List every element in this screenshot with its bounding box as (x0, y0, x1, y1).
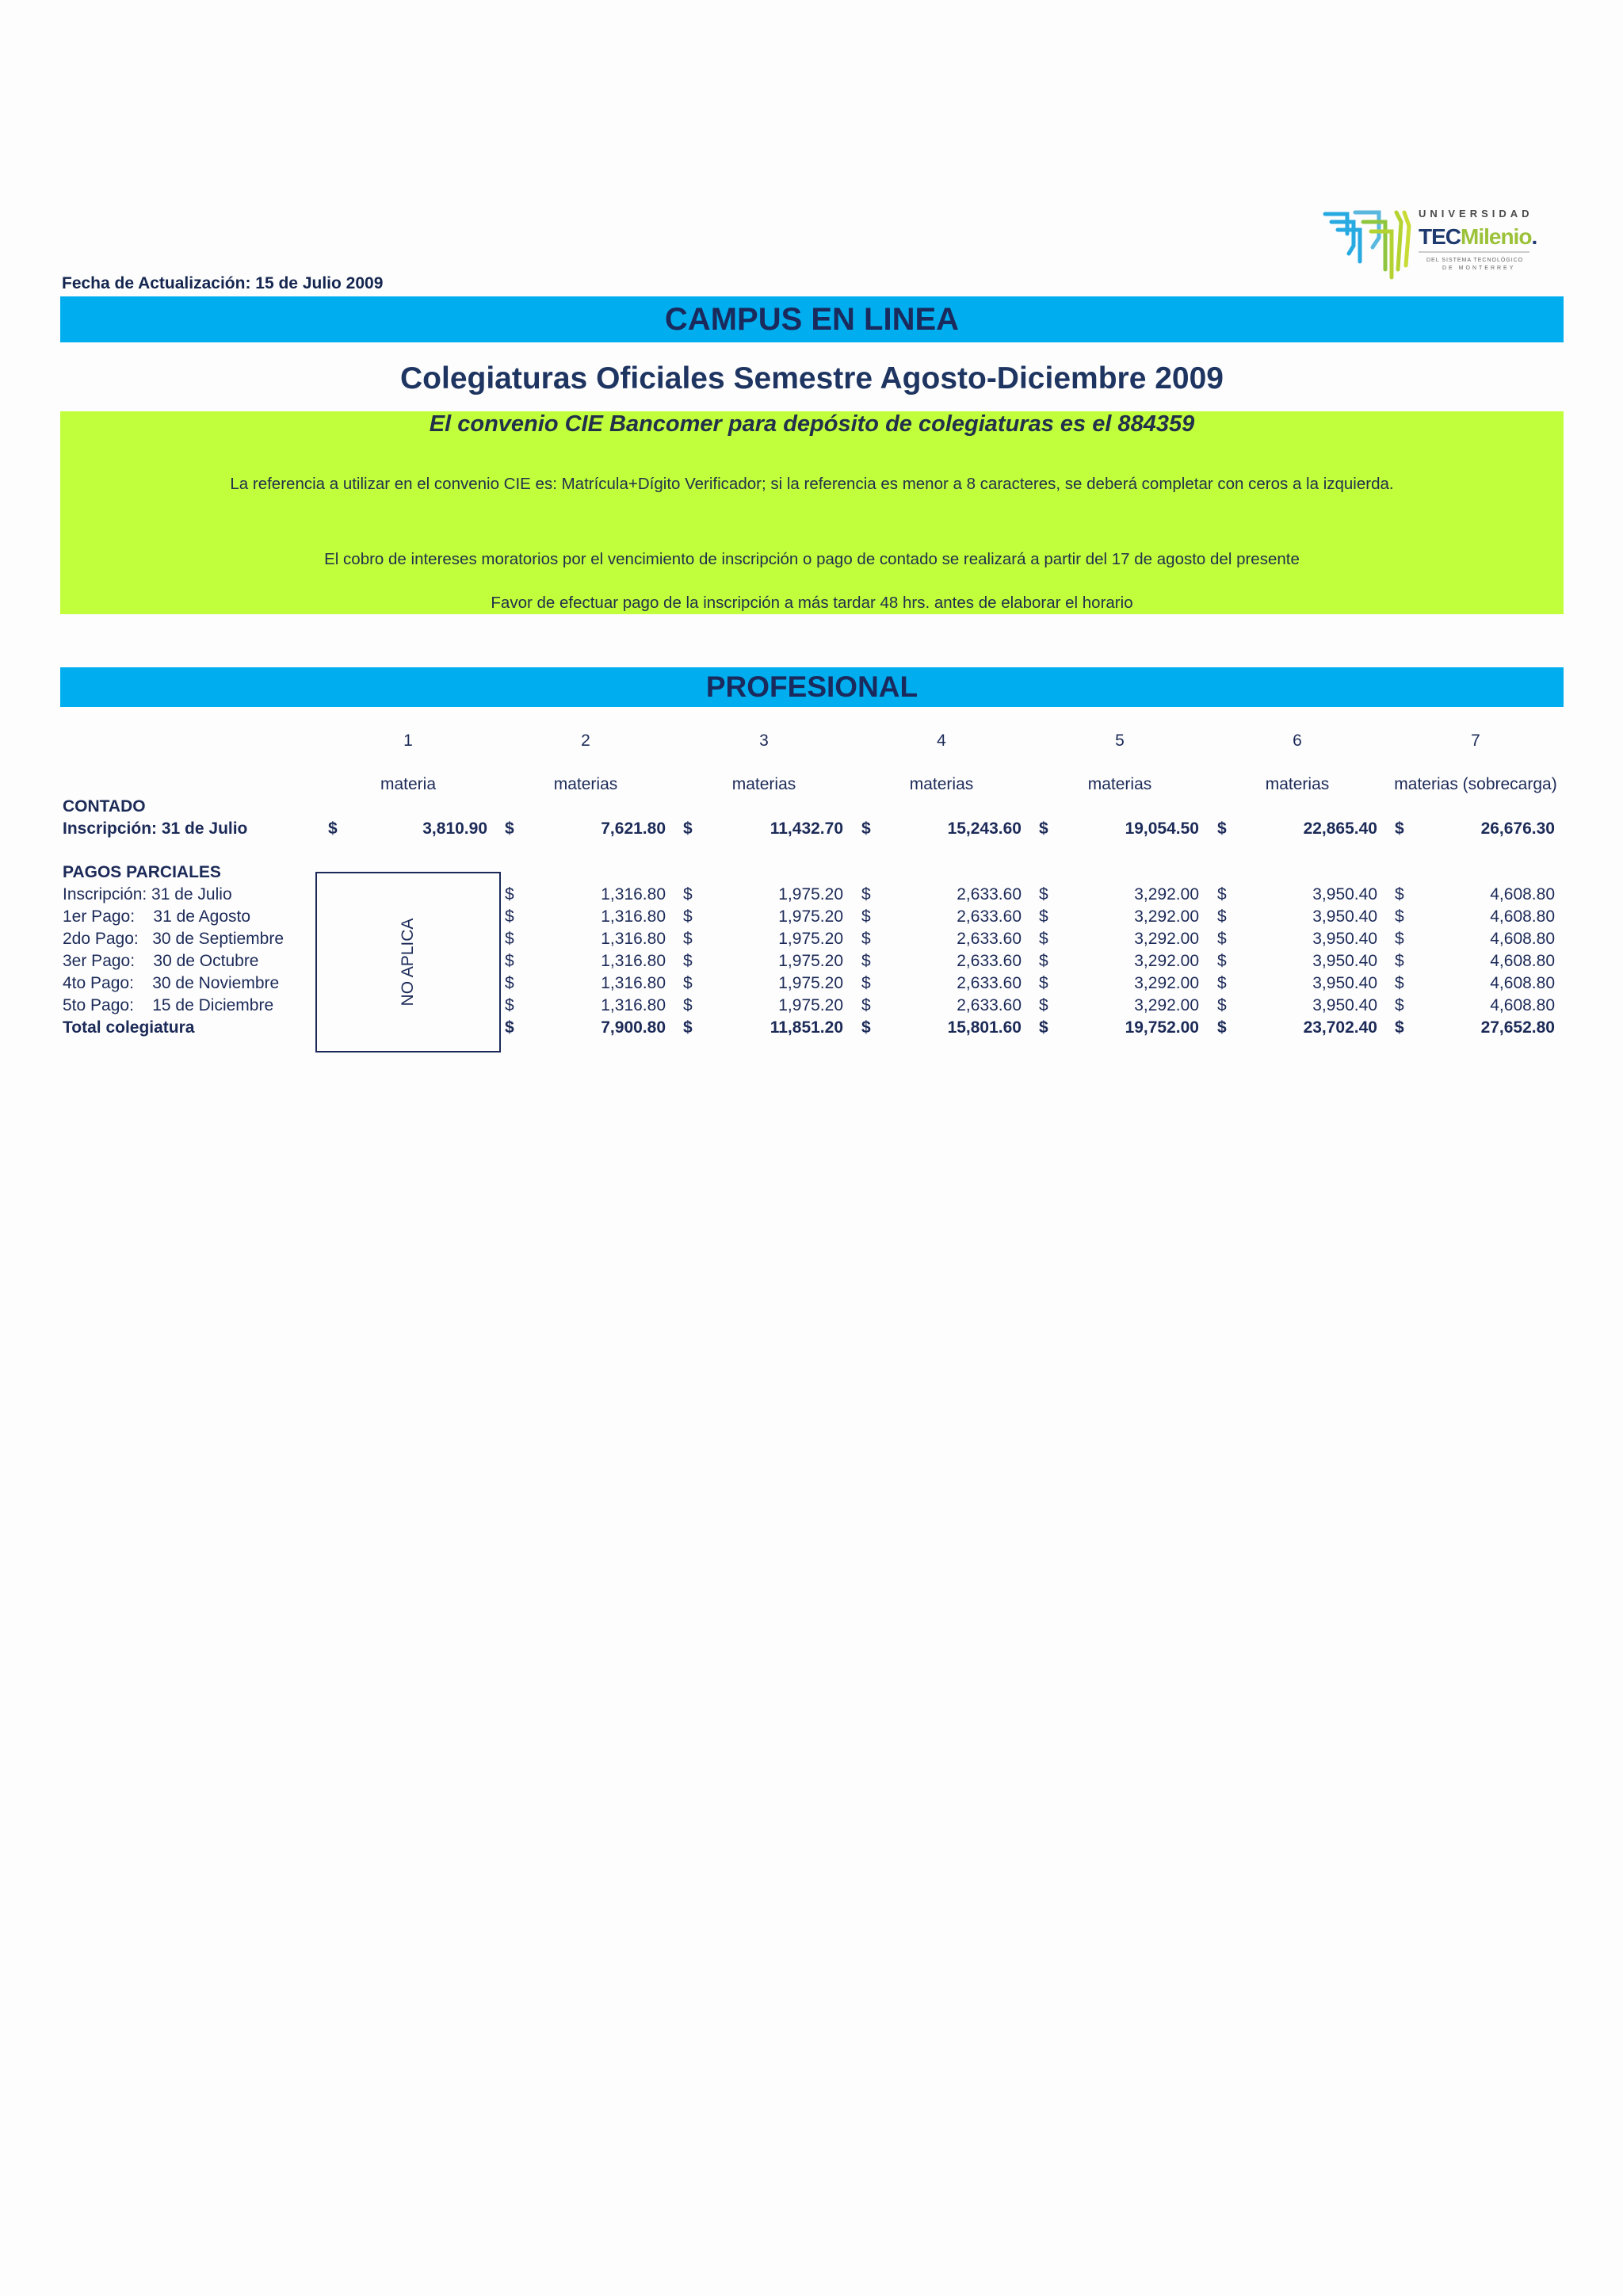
currency-sign: $ (505, 996, 514, 1014)
parcial-value: 2,633.60 (957, 930, 1022, 948)
currency-sign: $ (1395, 1018, 1404, 1037)
currency-sign: $ (861, 885, 871, 904)
parcial-value: 1,316.80 (601, 885, 666, 904)
currency-sign: $ (683, 996, 693, 1014)
currency-sign: $ (1217, 885, 1227, 904)
campus-title: CAMPUS EN LINEA (60, 296, 1564, 342)
update-date: Fecha de Actualización: 15 de Julio 2009 (62, 274, 384, 292)
contado-value: 19,054.50 (1125, 819, 1199, 838)
currency-sign: $ (861, 974, 871, 992)
parcial-value: 1,316.80 (601, 996, 666, 1014)
parcial-value: 3,292.00 (1134, 974, 1199, 992)
svg-text:DE MONTERREY: DE MONTERREY (1442, 266, 1516, 271)
currency-sign: $ (1217, 819, 1227, 838)
currency-sign: $ (1039, 930, 1048, 948)
currency-sign: $ (1217, 907, 1227, 926)
currency-sign: $ (1395, 952, 1404, 970)
parcial-value: 2,633.60 (957, 885, 1022, 904)
parcial-value: 3,950.40 (1312, 974, 1377, 992)
parcial-value: 4,608.80 (1490, 930, 1555, 948)
currency-sign: $ (328, 819, 338, 838)
currency-sign: $ (505, 819, 514, 838)
parcial-value: 1,316.80 (601, 974, 666, 992)
currency-sign: $ (1217, 952, 1227, 970)
total-value: 19,752.00 (1125, 1018, 1199, 1037)
parcial-value: 4,608.80 (1490, 996, 1555, 1014)
parcial-value: 4,608.80 (1490, 952, 1555, 970)
parcial-value: 3,292.00 (1134, 996, 1199, 1014)
column-unit: materias (1265, 775, 1330, 793)
column-number: 4 (937, 732, 946, 750)
contado-value: 11,432.70 (769, 819, 843, 838)
total-row-label: Total colegiatura (63, 1018, 195, 1037)
column-unit: materias (731, 775, 796, 793)
currency-sign: $ (1217, 974, 1227, 992)
column-number: 2 (581, 732, 590, 750)
currency-sign: $ (505, 952, 514, 970)
currency-sign: $ (861, 907, 871, 926)
svg-text:DEL SISTEMA TECNOLÓGICO: DEL SISTEMA TECNOLÓGICO (1426, 258, 1524, 263)
parcial-value: 1,975.20 (778, 907, 843, 926)
favor-text: Favor de efectuar pago de la inscripción a más tardar 48 hrs. antes de elaborar el horario (491, 594, 1133, 612)
currency-sign: $ (505, 1018, 514, 1037)
currency-sign: $ (683, 930, 693, 948)
column-unit: materias (sobrecarga) (1394, 775, 1557, 793)
currency-sign: $ (1039, 819, 1048, 838)
column-number: 6 (1293, 732, 1302, 750)
currency-sign: $ (505, 885, 514, 904)
parcial-row-label: Inscripción: 31 de Julio (63, 885, 232, 904)
parcial-value: 3,292.00 (1134, 885, 1199, 904)
currency-sign: $ (861, 952, 871, 970)
currency-sign: $ (1395, 885, 1404, 904)
contado-value: 7,621.80 (601, 819, 666, 838)
parcial-value: 1,316.80 (601, 952, 666, 970)
parcial-value: 3,950.40 (1312, 907, 1377, 926)
no-aplica-label: NO APLICA (399, 918, 417, 1007)
currency-sign: $ (1039, 952, 1048, 970)
currency-sign: $ (1395, 996, 1404, 1014)
column-unit: materias (909, 775, 974, 793)
parcial-value: 1,975.20 (778, 974, 843, 992)
total-value: 11,851.20 (769, 1018, 843, 1037)
currency-sign: $ (861, 1018, 871, 1037)
parcial-value: 2,633.60 (957, 907, 1022, 926)
contado-value: 15,243.60 (947, 819, 1022, 838)
currency-sign: $ (1217, 1018, 1227, 1037)
parcial-value: 3,950.40 (1312, 930, 1377, 948)
contado-row-label: Inscripción: 31 de Julio (63, 819, 248, 838)
parciales-heading: PAGOS PARCIALES (63, 863, 221, 881)
currency-sign: $ (1395, 930, 1404, 948)
parcial-row-label: 1er Pago: 31 de Agosto (63, 907, 251, 926)
contado-value: 22,865.40 (1303, 819, 1377, 838)
parcial-value: 2,633.60 (957, 996, 1022, 1014)
currency-sign: $ (1395, 974, 1404, 992)
parcial-row-label: 5to Pago: 15 de Diciembre (63, 996, 274, 1014)
section-title: PROFESIONAL (60, 667, 1564, 707)
parcial-value: 1,975.20 (778, 952, 843, 970)
svg-text:TECMilenio.: TECMilenio. (1419, 224, 1537, 249)
parcial-value: 4,608.80 (1490, 885, 1555, 904)
parcial-row-label: 4to Pago: 30 de Noviembre (63, 974, 280, 992)
parcial-value: 1,975.20 (778, 885, 843, 904)
currency-sign: $ (683, 1018, 693, 1037)
currency-sign: $ (1217, 996, 1227, 1014)
parcial-value: 3,292.00 (1134, 907, 1199, 926)
currency-sign: $ (683, 819, 693, 838)
currency-sign: $ (1039, 996, 1048, 1014)
parcial-value: 1,975.20 (778, 996, 843, 1014)
parcial-value: 1,316.80 (601, 930, 666, 948)
total-value: 23,702.40 (1303, 1018, 1377, 1037)
parcial-value: 3,950.40 (1312, 996, 1377, 1014)
svg-text:UNIVERSIDAD: UNIVERSIDAD (1419, 208, 1533, 220)
parcial-value: 3,292.00 (1134, 930, 1199, 948)
currency-sign: $ (1039, 907, 1048, 926)
currency-sign: $ (861, 996, 871, 1014)
contado-value: 3,810.90 (422, 819, 487, 838)
currency-sign: $ (683, 952, 693, 970)
currency-sign: $ (1395, 907, 1404, 926)
currency-sign: $ (505, 907, 514, 926)
column-number: 3 (759, 732, 769, 750)
referencia-text: La referencia a utilizar en el convenio CIE es: Matrícula+Dígito Verificador; si la referencia es menor a 8 caracteres, se deberá completar con ceros a la izquierda. (230, 475, 1394, 493)
parcial-row-label: 3er Pago: 30 de Octubre (63, 952, 259, 970)
currency-sign: $ (861, 930, 871, 948)
parcial-row-label: 2do Pago: 30 de Septiembre (63, 930, 285, 948)
cobro-text: El cobro de intereses moratorios por el vencimiento de inscripción o pago de contado se realizará a partir del 17 de agosto del presente (324, 550, 1300, 568)
contado-heading: CONTADO (63, 797, 146, 816)
currency-sign: $ (861, 819, 871, 838)
parcial-value: 2,633.60 (957, 952, 1022, 970)
currency-sign: $ (683, 907, 693, 926)
currency-sign: $ (1039, 1018, 1048, 1037)
parcial-value: 1,975.20 (778, 930, 843, 948)
parcial-value: 4,608.80 (1490, 907, 1555, 926)
currency-sign: $ (683, 885, 693, 904)
parcial-value: 4,608.80 (1490, 974, 1555, 992)
currency-sign: $ (1039, 974, 1048, 992)
column-number: 5 (1115, 732, 1125, 750)
currency-sign: $ (505, 930, 514, 948)
tuition-table (0, 0, 1623, 1110)
no-aplica-box (315, 872, 501, 1052)
currency-sign: $ (1217, 930, 1227, 948)
total-value: 27,652.80 (1480, 1018, 1555, 1037)
page-subtitle: Colegiaturas Oficiales Semestre Agosto-Diciembre 2009 (400, 361, 1224, 395)
column-unit: materias (553, 775, 618, 793)
parcial-value: 3,950.40 (1312, 952, 1377, 970)
currency-sign: $ (505, 974, 514, 992)
parcial-value: 2,633.60 (957, 974, 1022, 992)
contado-value: 26,676.30 (1480, 819, 1555, 838)
total-value: 15,801.60 (947, 1018, 1022, 1037)
column-unit: materias (1087, 775, 1152, 793)
currency-sign: $ (1395, 819, 1404, 838)
total-value: 7,900.80 (601, 1018, 666, 1037)
parcial-value: 3,950.40 (1312, 885, 1377, 904)
parcial-value: 1,316.80 (601, 907, 666, 926)
parcial-value: 3,292.00 (1134, 952, 1199, 970)
column-number: 7 (1471, 732, 1480, 750)
convenio-text: El convenio CIE Bancomer para depósito de colegiaturas es el 884359 (429, 411, 1195, 437)
currency-sign: $ (683, 974, 693, 992)
column-number: 1 (403, 732, 413, 750)
column-unit: materia (380, 775, 437, 793)
currency-sign: $ (1039, 885, 1048, 904)
